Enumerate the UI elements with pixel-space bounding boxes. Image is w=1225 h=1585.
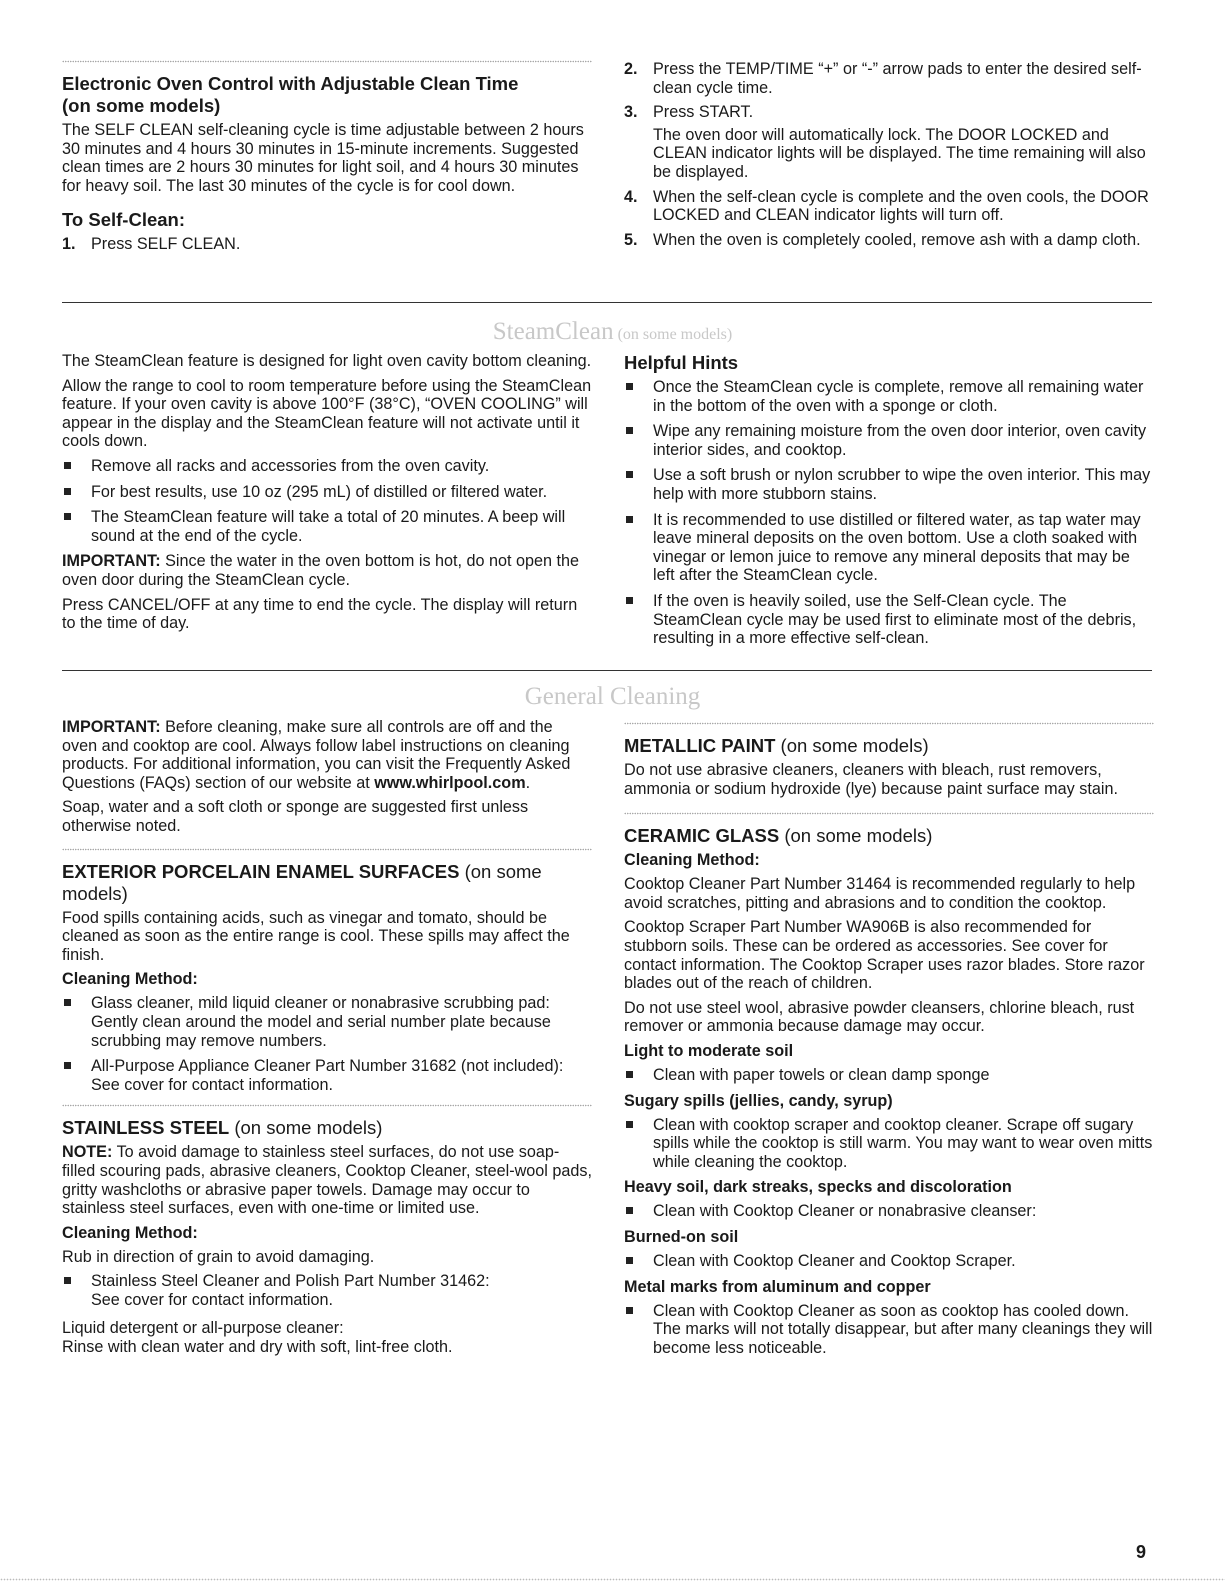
steamclean-cancel-note: Press CANCEL/OFF at any time to end the cycle. The display will return to the time of day.: [62, 595, 578, 633]
list-item: Stainless Steel Cleaner and Polish Part Number 31462: See cover for contact information.: [62, 1272, 592, 1309]
list-item: 1. Press SELF CLEAN.: [62, 235, 241, 254]
metallic-paint-text: Do not use abrasive cleaners, cleaners with bleach, rust removers, ammonia or sodium hydroxide (lye) because paint surface may stain.: [624, 761, 1118, 798]
metallic-paint-heading: METALLIC PAINT (on some models): [624, 735, 929, 756]
ceramic-scraper-text: Cooktop Scraper Part Number WA906B is also recommended for stubborn soils. These can be ordered as accessories. See cover for contact information. The Cooktop Scraper uses razor blades. Store razor blades out of the reach of children.: [624, 918, 1145, 993]
heavy-soil-label: Heavy soil, dark streaks, specks and discoloration: [624, 1178, 1012, 1197]
stainless-steel-note: NOTE: To avoid damage to stainless steel surfaces, do not use soap-filled scouring pads, abrasive cleaners, Cooktop Cleaner, steel-wool pads, gritty washcloths or abrasive paper towels. Damage may occur to stainless steel surfaces, even with one-time or limited use.: [62, 1143, 592, 1218]
ceramic-cleaner-text: Cooktop Cleaner Part Number 31464 is recommended regularly to help avoid scratches, pitting and abrasions and to condition the cooktop.: [624, 875, 1136, 912]
helpful-hints-heading: Helpful Hints: [624, 352, 739, 373]
list-item: 4. When the self-clean cycle is complete and the oven cools, the DOOR LOCKED and CLEAN indicator lights will turn off.: [624, 187, 1149, 225]
list-item: Glass cleaner, mild liquid cleaner or nonabrasive scrubbing pad: Gently clean around the model and serial number plate because scrubbing may remove numbers.: [62, 994, 592, 1050]
steamclean-cooling-note: Allow the range to cool to room temperature before using the SteamClean feature. If your oven cavity is above 100°F (38°C), “OVEN COOLING” will appear in the display and the SteamClean feature will not activate until it cools down.: [62, 376, 592, 451]
list-item: Clean with Cooktop Cleaner as soon as cooktop has cooled down. The marks will not totally disappear, but after many cleanings they will become less noticeable.: [624, 1302, 1154, 1358]
exterior-porcelain-heading: EXTERIOR PORCELAIN ENAMEL SURFACES (on some models): [62, 860, 542, 904]
list-item: Use a soft brush or nylon scrubber to wipe the oven interior. This may help with more stubborn stains.: [624, 466, 1154, 503]
self-clean-steps-right: [624, 60, 1154, 249]
light-soil-list: [624, 1066, 1154, 1085]
stainless-steel-heading: STAINLESS STEEL (on some models): [62, 1117, 383, 1139]
general-soap-note: Soap, water and a soft cloth or sponge are suggested first unless otherwise noted.: [62, 798, 529, 835]
burned-on-soil-label: Burned-on soil: [624, 1227, 739, 1246]
steamclean-intro: The SteamClean feature is designed for light oven cavity bottom cleaning.: [62, 352, 592, 370]
list-item: 2. Press the TEMP/TIME “+” or “-” arrow pads to enter the desired self-clean cycle time.: [624, 60, 1142, 97]
general-cleaning-section-title: General Cleaning: [524, 683, 701, 710]
ceramic-cleaning-method-label: Cleaning Method:: [624, 851, 760, 870]
list-item: Clean with paper towels or clean damp sponge: [624, 1066, 1154, 1085]
dotted-divider: [62, 60, 592, 63]
sugary-spills-label: Sugary spills (jellies, candy, syrup): [624, 1091, 893, 1110]
burned-on-soil-list: [624, 1252, 1154, 1271]
helpful-hints-list: [624, 378, 1154, 648]
section-divider: [62, 302, 1152, 303]
top-left-column: [62, 60, 592, 260]
adjustable-clean-heading: Electronic Oven Control with Adjustable Clean Time: [62, 73, 519, 94]
list-item: Once the SteamClean cycle is complete, remove all remaining water in the bottom of the oven with a sponge or cloth.: [624, 378, 1154, 415]
list-item: For best results, use 10 oz (295 mL) of distilled or filtered water.: [62, 483, 592, 502]
steamclean-left-column: [62, 352, 592, 639]
list-item: It is recommended to use distilled or filtered water, as tap water may leave mineral deposits on the oven bottom. Use a cloth soaked with vinegar or lemon juice to remove any mineral deposits that may be left after the SteamClean cycle.: [624, 511, 1154, 585]
list-item: The SteamClean feature will take a total of 20 minutes. A beep will sound at the end of the cycle.: [62, 508, 592, 545]
steamclean-right-column: [624, 352, 1154, 655]
stainless-cleaning-methods: [62, 1272, 592, 1309]
metal-marks-list: [624, 1302, 1154, 1358]
sugary-spills-list: [624, 1116, 1154, 1172]
list-item: If the oven is heavily soiled, use the Self-Clean cycle. The SteamClean cycle may be used first to eliminate most of the debris, resulting in a more effective self-clean.: [624, 592, 1154, 648]
top-right-column: [624, 60, 1154, 255]
dotted-divider: [624, 812, 1154, 815]
list-item: Clean with Cooktop Cleaner and Cooktop Scraper.: [624, 1252, 1154, 1271]
list-item: Remove all racks and accessories from the oven cavity.: [62, 457, 592, 476]
exterior-cleaning-methods: [62, 994, 592, 1094]
stainless-grain-note: Rub in direction of grain to avoid damaging.: [62, 1247, 375, 1266]
steamclean-section-title: SteamClean (on some models): [492, 318, 733, 345]
stainless-cleaning-method-label: Cleaning Method:: [62, 1223, 198, 1242]
section-divider: [62, 670, 1152, 671]
general-right-column: [624, 722, 1154, 1364]
list-item: Clean with Cooktop Cleaner or nonabrasive cleanser:: [624, 1202, 1154, 1221]
dotted-divider: [624, 722, 1154, 725]
adjustable-clean-heading-line2: (on some models): [62, 95, 221, 116]
list-item: All-Purpose Appliance Cleaner Part Number 31682 (not included): See cover for contact information.: [62, 1057, 592, 1094]
light-soil-label: Light to moderate soil: [624, 1041, 794, 1060]
general-important: IMPORTANT: Before cleaning, make sure all controls are off and the oven and cooktop are cool. Always follow label instructions on cleaning products. For additional information, you can visit the Frequently Asked Questions (FAQs) section of our website at www.whirlpool.com.: [62, 718, 571, 792]
exterior-porcelain-intro: Food spills containing acids, such as vinegar and tomato, should be cleaned as soon as the entire range is cool. These spills may affect the finish.: [62, 908, 570, 964]
page-number: 9: [1136, 1542, 1147, 1562]
steamclean-steps: [62, 457, 592, 545]
heavy-soil-list: [624, 1202, 1154, 1221]
ceramic-glass-heading: CERAMIC GLASS (on some models): [624, 825, 933, 847]
list-item: 3. Press START. The oven door will automatically lock. The DOOR LOCKED and CLEAN indicator lights will be displayed. The time remaining will also be displayed.: [624, 103, 1146, 181]
website-link[interactable]: www.whirlpool.com: [374, 773, 526, 792]
metal-marks-label: Metal marks from aluminum and copper: [624, 1277, 931, 1296]
dotted-divider: [62, 1104, 592, 1107]
self-clean-subheading: To Self-Clean:: [62, 209, 185, 231]
dotted-divider: [62, 848, 592, 851]
general-left-column: [62, 718, 592, 1363]
self-clean-steps-left: [62, 235, 592, 254]
steamclean-important: IMPORTANT: Since the water in the oven bottom is hot, do not open the oven door during the SteamClean cycle.: [62, 552, 580, 589]
list-item: Wipe any remaining moisture from the oven door interior, oven cavity interior sides, and cooktop.: [624, 422, 1154, 459]
adjustable-clean-intro: The SELF CLEAN self-cleaning cycle is time adjustable between 2 hours 30 minutes and 4 hours 30 minutes in 15-minute increments. Suggested clean times are 2 hours 30 minutes for light soil, and 4 hours 30 minutes for heavy soil. The last 30 minutes of the cycle is for cool down.: [62, 121, 584, 195]
list-item: Clean with cooktop scraper and cooktop cleaner. Scrape off sugary spills while the cooktop is still warm. You may want to wear oven mitts while cleaning the cooktop.: [624, 1116, 1154, 1172]
stainless-liquid-detergent: Liquid detergent or all-purpose cleaner: Rinse with clean water and dry with soft, lint-free cloth.: [62, 1319, 453, 1357]
exterior-cleaning-method-label: Cleaning Method:: [62, 970, 198, 989]
ceramic-warning-text: Do not use steel wool, abrasive powder cleansers, chlorine bleach, rust remover or ammonia because damage may occur.: [624, 998, 1135, 1036]
list-item: 5. When the oven is completely cooled, remove ash with a damp cloth.: [624, 230, 1141, 249]
bottom-dotted-edge: [0, 1578, 1225, 1581]
